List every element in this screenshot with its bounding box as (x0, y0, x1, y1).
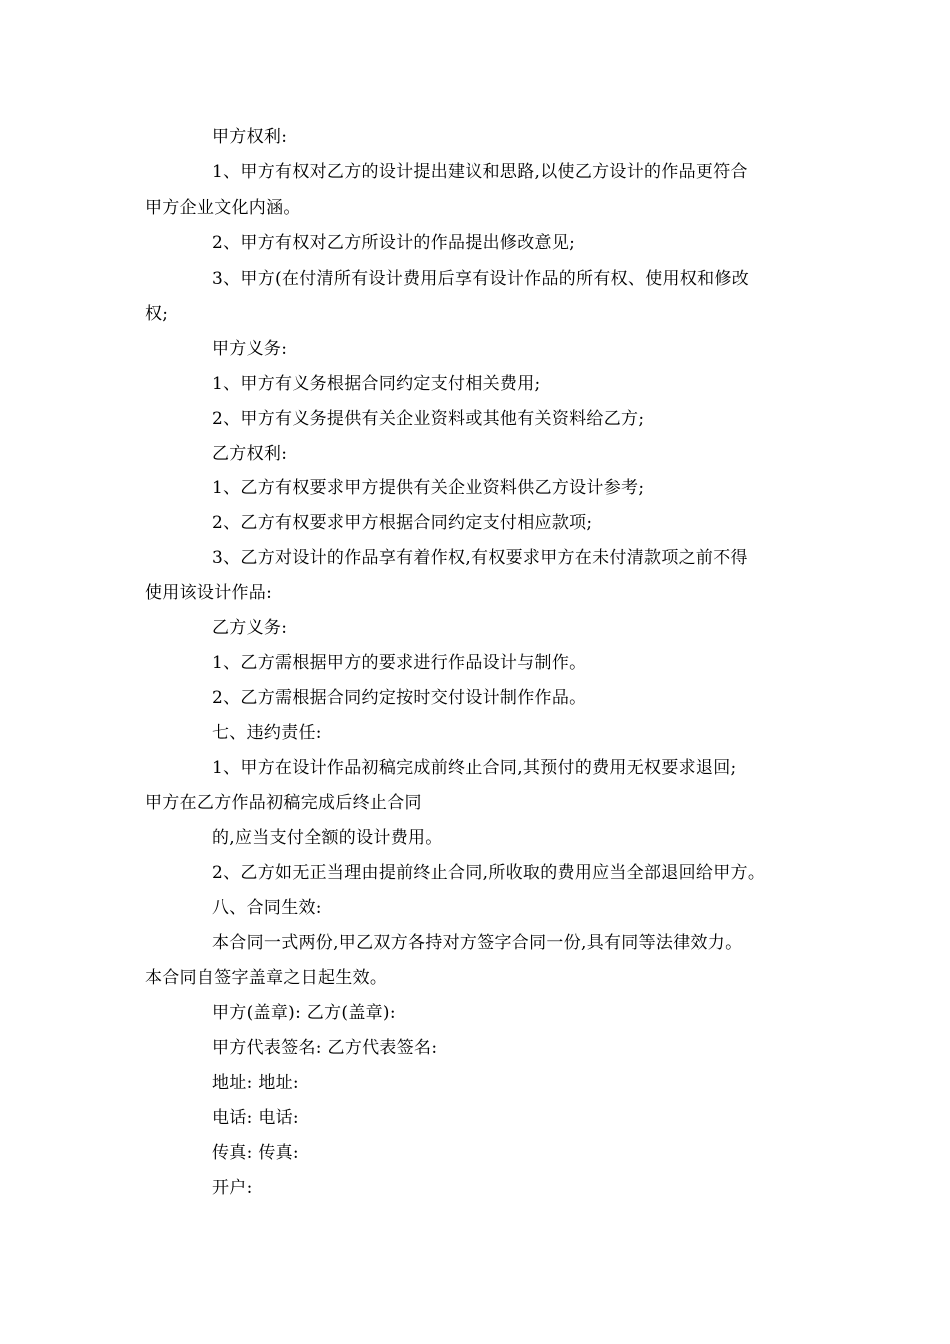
paragraph-line: 2、乙方如无正当理由提前终止合同,所收取的费用应当全部退回给甲方。 (212, 863, 766, 883)
paragraph-line: 1、甲方有义务根据合同约定支付相关费用; (212, 374, 541, 394)
paragraph-line: 甲方企业文化内涵。 (145, 198, 301, 218)
paragraph-line: 权; (145, 304, 169, 324)
paragraph-line: 使用该设计作品: (145, 583, 273, 603)
paragraph-line: 2、甲方有义务提供有关企业资料或其他有关资料给乙方; (212, 409, 645, 429)
paragraph-line: 1、乙方有权要求甲方提供有关企业资料供乙方设计参考; (212, 478, 645, 498)
signature-line-address: 地址: 地址: (212, 1073, 299, 1093)
signature-line-representative: 甲方代表签名: 乙方代表签名: (212, 1038, 438, 1058)
paragraph-line: 本合同一式两份,甲乙双方各持对方签字合同一份,具有同等法律效力。 (212, 933, 743, 953)
signature-line-bank: 开户: (212, 1178, 253, 1198)
section-heading-breach: 七、违约责任: (212, 723, 322, 743)
paragraph-line: 2、乙方有权要求甲方根据合同约定支付相应款项; (212, 513, 593, 533)
paragraph-line: 1、甲方在设计作品初稿完成前终止合同,其预付的费用无权要求退回; (212, 758, 737, 778)
paragraph-line: 1、甲方有权对乙方的设计提出建议和思路,以使乙方设计的作品更符合 (212, 162, 748, 182)
paragraph-line: 2、甲方有权对乙方所设计的作品提出修改意见; (212, 233, 576, 253)
signature-line-phone: 电话: 电话: (212, 1108, 299, 1128)
heading-party-a-rights: 甲方权利: (212, 127, 288, 147)
heading-party-b-rights: 乙方权利: (212, 444, 288, 464)
signature-line-fax: 传真: 传真: (212, 1143, 299, 1163)
paragraph-line: 本合同自签字盖章之日起生效。 (145, 968, 388, 988)
signature-line-seal: 甲方(盖章): 乙方(盖章): (212, 1003, 396, 1023)
paragraph-line: 3、甲方(在付清所有设计费用后享有设计作品的所有权、使用权和修改 (212, 269, 750, 289)
heading-party-b-obligations: 乙方义务: (212, 618, 288, 638)
heading-party-a-obligations: 甲方义务: (212, 339, 288, 359)
paragraph-line: 2、乙方需根据合同约定按时交付设计制作作品。 (212, 688, 587, 708)
section-heading-effect: 八、合同生效: (212, 898, 322, 918)
paragraph-line: 的,应当支付全额的设计费用。 (212, 828, 443, 848)
paragraph-line: 3、乙方对设计的作品享有着作权,有权要求甲方在未付清款项之前不得 (212, 548, 748, 568)
paragraph-line: 1、乙方需根据甲方的要求进行作品设计与制作。 (212, 653, 587, 673)
paragraph-line: 甲方在乙方作品初稿完成后终止合同 (145, 793, 422, 813)
